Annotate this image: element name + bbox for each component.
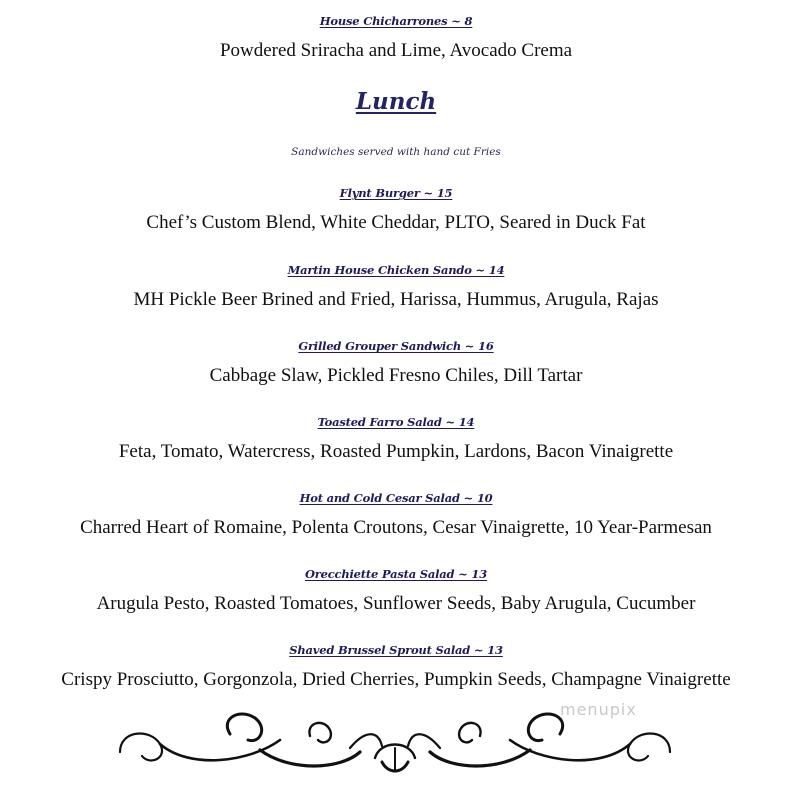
watermark-menupix: menupix bbox=[560, 700, 637, 719]
section-note: Sandwiches served with hand cut Fries bbox=[291, 146, 501, 158]
starter-description: Powdered Sriracha and Lime, Avocado Crema bbox=[219, 40, 573, 61]
item-desc-farro-salad: Feta, Tomato, Watercress, Roasted Pumpkin, Lardons, Bacon Vinaigrette bbox=[118, 441, 674, 462]
item-desc-brussel-salad: Crispy Prosciutto, Gorgonzola, Dried Cherries, Pumpkin Seeds, Champagne Vinaigrette bbox=[61, 669, 731, 690]
item-desc-grouper-sandwich: Cabbage Slaw, Pickled Fresno Chiles, Dill Tartar bbox=[209, 365, 583, 386]
item-title-pasta-salad: Orecchiette Pasta Salad ~ 13 bbox=[304, 567, 488, 581]
item-title-cesar-salad: Hot and Cold Cesar Salad ~ 10 bbox=[299, 491, 493, 505]
item-desc-flynt-burger: Chef’s Custom Blend, White Cheddar, PLTO, Seared in Duck Fat bbox=[146, 212, 646, 233]
item-desc-cesar-salad: Charred Heart of Romaine, Polenta Croutons, Cesar Vinaigrette, 10 Year-Parmesan bbox=[80, 517, 712, 538]
starter-title: House Chicharrones ~ 8 bbox=[319, 14, 473, 28]
item-title-flynt-burger: Flynt Burger ~ 15 bbox=[339, 186, 453, 200]
item-title-chicken-sando: Martin House Chicken Sando ~ 14 bbox=[287, 263, 505, 277]
section-title-lunch: Lunch bbox=[355, 88, 437, 115]
item-title-grouper-sandwich: Grilled Grouper Sandwich ~ 16 bbox=[298, 339, 494, 353]
item-title-farro-salad: Toasted Farro Salad ~ 14 bbox=[317, 415, 475, 429]
item-title-brussel-salad: Shaved Brussel Sprout Salad ~ 13 bbox=[289, 643, 503, 657]
item-desc-pasta-salad: Arugula Pesto, Roasted Tomatoes, Sunflower Seeds, Baby Arugula, Cucumber bbox=[96, 593, 696, 614]
item-desc-chicken-sando: MH Pickle Beer Brined and Fried, Harissa, Hummus, Arugula, Rajas bbox=[133, 289, 659, 310]
